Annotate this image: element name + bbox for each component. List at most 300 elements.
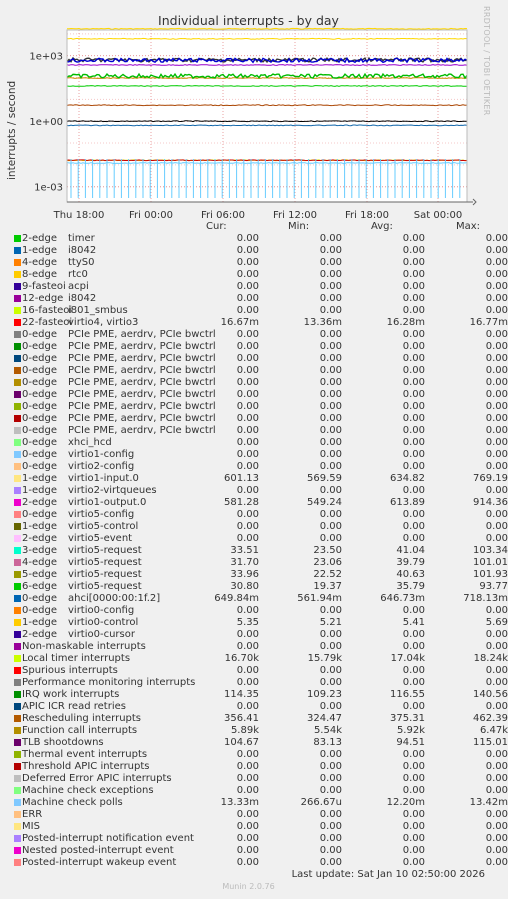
chart-title: Individual interrupts - by day bbox=[158, 13, 339, 28]
legend-avg-value: 0.00 bbox=[402, 449, 425, 460]
legend-min-value: 0.00 bbox=[319, 233, 342, 244]
legend-cur-value: 0.00 bbox=[236, 749, 259, 760]
legend-row bbox=[14, 389, 508, 401]
legend-row bbox=[14, 269, 508, 281]
legend-swatch bbox=[14, 631, 21, 638]
legend-swatch bbox=[14, 835, 21, 842]
legend-cur-value: 13.33m bbox=[220, 797, 259, 808]
legend-max-value: 0.00 bbox=[485, 677, 508, 688]
legend-description: ahci[0000:00:1f.2] bbox=[68, 593, 161, 604]
legend-description: PCIe PME, aerdrv, PCIe bwctrl bbox=[68, 329, 216, 340]
legend-max-value: 140.56 bbox=[473, 689, 508, 700]
legend-description: virtio1-config bbox=[68, 449, 135, 460]
legend-label: Non-maskable interrupts bbox=[22, 641, 146, 652]
legend-avg-value: 0.00 bbox=[402, 773, 425, 784]
header-min: Min: bbox=[288, 221, 310, 232]
legend-row bbox=[14, 317, 508, 329]
legend-max-value: 6.47k bbox=[479, 725, 508, 736]
legend-cur-value: 0.00 bbox=[236, 521, 259, 532]
legend-row bbox=[14, 353, 508, 365]
legend-max-value: 101.93 bbox=[473, 569, 508, 580]
legend-min-value: 0.00 bbox=[319, 365, 342, 376]
legend-max-value: 0.00 bbox=[485, 785, 508, 796]
legend-avg-value: 5.41 bbox=[402, 617, 425, 628]
legend-cur-value: 104.67 bbox=[224, 737, 259, 748]
legend-cur-value: 5.89k bbox=[230, 725, 259, 736]
legend-min-value: 23.50 bbox=[313, 545, 342, 556]
legend-row bbox=[14, 557, 508, 569]
legend-row bbox=[14, 701, 508, 713]
legend-swatch bbox=[14, 343, 21, 350]
legend-row bbox=[14, 773, 508, 785]
legend-max-value: 0.00 bbox=[485, 665, 508, 676]
legend-avg-value: 0.00 bbox=[402, 509, 425, 520]
legend-label: 0-edge bbox=[22, 425, 57, 436]
legend-swatch bbox=[14, 391, 21, 398]
legend-cur-value: 0.00 bbox=[236, 641, 259, 652]
legend-swatch bbox=[14, 643, 21, 650]
legend-row bbox=[14, 845, 508, 857]
legend-min-value: 0.00 bbox=[319, 305, 342, 316]
legend-avg-value: 0.00 bbox=[402, 341, 425, 352]
legend-swatch bbox=[14, 703, 21, 710]
legend-swatch bbox=[14, 691, 21, 698]
legend-min-value: 266.67u bbox=[300, 797, 342, 808]
legend-label: 1-edge bbox=[22, 485, 57, 496]
legend-label: ERR bbox=[22, 809, 43, 820]
legend-row bbox=[14, 785, 508, 797]
legend-avg-value: 40.63 bbox=[396, 569, 425, 580]
legend-avg-value: 613.89 bbox=[390, 497, 425, 508]
legend-cur-value: 0.00 bbox=[236, 773, 259, 784]
legend-cur-value: 0.00 bbox=[236, 245, 259, 256]
legend-min-value: 0.00 bbox=[319, 485, 342, 496]
legend-description: xhci_hcd bbox=[68, 437, 112, 448]
legend-avg-value: 0.00 bbox=[402, 413, 425, 424]
legend-description: i8042 bbox=[68, 245, 97, 256]
legend-min-value: 569.59 bbox=[307, 473, 342, 484]
legend-avg-value: 35.79 bbox=[396, 581, 425, 592]
legend-swatch bbox=[14, 667, 21, 674]
legend-label: IRQ work interrupts bbox=[22, 689, 120, 700]
legend-avg-value: 0.00 bbox=[402, 845, 425, 856]
legend-min-value: 0.00 bbox=[319, 449, 342, 460]
legend-description: PCIe PME, aerdrv, PCIe bwctrl bbox=[68, 401, 216, 412]
legend-label: 0-edge bbox=[22, 509, 57, 520]
legend-avg-value: 0.00 bbox=[402, 701, 425, 712]
legend-avg-value: 0.00 bbox=[402, 305, 425, 316]
legend-max-value: 0.00 bbox=[485, 329, 508, 340]
legend-label: 0-edge bbox=[22, 437, 57, 448]
legend-description: virtio5-request bbox=[68, 557, 142, 568]
header-max: Max: bbox=[456, 221, 481, 232]
x-tick-label: Fri 00:00 bbox=[129, 210, 173, 221]
legend-label: 2-edge bbox=[22, 497, 57, 508]
legend-avg-value: 0.00 bbox=[402, 485, 425, 496]
legend-swatch bbox=[14, 463, 21, 470]
legend-swatch bbox=[14, 571, 21, 578]
legend-cur-value: 0.00 bbox=[236, 341, 259, 352]
legend-min-value: 0.00 bbox=[319, 353, 342, 364]
legend-max-value: 0.00 bbox=[485, 857, 508, 868]
legend-avg-value: 41.04 bbox=[396, 545, 425, 556]
legend-label: 0-edge bbox=[22, 389, 57, 400]
legend-swatch bbox=[14, 235, 21, 242]
legend-label: 1-edge bbox=[22, 521, 57, 532]
legend-min-value: 0.00 bbox=[319, 665, 342, 676]
legend-avg-value: 0.00 bbox=[402, 749, 425, 760]
legend-min-value: 0.00 bbox=[319, 269, 342, 280]
legend-swatch bbox=[14, 739, 21, 746]
legend-swatch bbox=[14, 727, 21, 734]
legend-row bbox=[14, 509, 508, 521]
legend-row bbox=[14, 425, 508, 437]
legend-description: PCIe PME, aerdrv, PCIe bwctrl bbox=[68, 353, 216, 364]
legend-label: 0-edge bbox=[22, 605, 57, 616]
legend-label: 22-fasteoi bbox=[22, 317, 73, 328]
legend-avg-value: 0.00 bbox=[402, 401, 425, 412]
legend-label: 2-edge bbox=[22, 233, 57, 244]
legend-row bbox=[14, 533, 508, 545]
legend-description: timer bbox=[68, 233, 95, 244]
legend-max-value: 0.00 bbox=[485, 377, 508, 388]
legend-description: virtio5-request bbox=[68, 545, 142, 556]
legend-max-value: 0.00 bbox=[485, 341, 508, 352]
legend-min-value: 0.00 bbox=[319, 425, 342, 436]
legend-label: 0-edge bbox=[22, 461, 57, 472]
legend-swatch bbox=[14, 331, 21, 338]
legend-row bbox=[14, 497, 508, 509]
legend-max-value: 769.19 bbox=[473, 473, 508, 484]
legend-row bbox=[14, 257, 508, 269]
legend-cur-value: 0.00 bbox=[236, 833, 259, 844]
legend-avg-value: 0.00 bbox=[402, 533, 425, 544]
legend-label: TLB shootdowns bbox=[22, 737, 104, 748]
legend-max-value: 0.00 bbox=[485, 353, 508, 364]
legend-swatch bbox=[14, 655, 21, 662]
legend-min-value: 0.00 bbox=[319, 857, 342, 868]
legend-swatch bbox=[14, 499, 21, 506]
legend-cur-value: 0.00 bbox=[236, 233, 259, 244]
legend-avg-value: 94.51 bbox=[396, 737, 425, 748]
legend-row bbox=[14, 725, 508, 737]
legend-max-value: 914.36 bbox=[473, 497, 508, 508]
legend-row bbox=[14, 641, 508, 653]
legend-label: 1-edge bbox=[22, 617, 57, 628]
legend-cur-value: 0.00 bbox=[236, 785, 259, 796]
legend-max-value: 0.00 bbox=[485, 833, 508, 844]
legend-swatch bbox=[14, 811, 21, 818]
legend-min-value: 0.00 bbox=[319, 281, 342, 292]
legend-row bbox=[14, 809, 508, 821]
y-axis-label: interrupts / second bbox=[6, 80, 18, 180]
legend-label: Local timer interrupts bbox=[22, 653, 131, 664]
legend-label: 0-edge bbox=[22, 377, 57, 388]
legend-max-value: 0.00 bbox=[485, 413, 508, 424]
legend-avg-value: 0.00 bbox=[402, 605, 425, 616]
legend-cur-value: 0.00 bbox=[236, 365, 259, 376]
legend-swatch bbox=[14, 775, 21, 782]
legend-cur-value: 114.35 bbox=[224, 689, 259, 700]
series-line bbox=[67, 38, 467, 39]
legend-min-value: 0.00 bbox=[319, 833, 342, 844]
legend-min-value: 0.00 bbox=[319, 641, 342, 652]
legend-row bbox=[14, 629, 508, 641]
legend-swatch bbox=[14, 823, 21, 830]
legend-avg-value: 0.00 bbox=[402, 269, 425, 280]
legend-label: 0-edge bbox=[22, 353, 57, 364]
legend-max-value: 0.00 bbox=[485, 233, 508, 244]
legend-swatch bbox=[14, 523, 21, 530]
legend-cur-value: 0.00 bbox=[236, 449, 259, 460]
legend-avg-value: 0.00 bbox=[402, 629, 425, 640]
legend-label: 0-edge bbox=[22, 413, 57, 424]
legend-avg-value: 0.00 bbox=[402, 761, 425, 772]
legend-cur-value: 0.00 bbox=[236, 857, 259, 868]
legend-description: virtio5-request bbox=[68, 569, 142, 580]
legend-min-value: 0.00 bbox=[319, 245, 342, 256]
legend-max-value: 0.00 bbox=[485, 401, 508, 412]
legend-label: 2-edge bbox=[22, 629, 57, 640]
legend-swatch bbox=[14, 451, 21, 458]
x-tick-label: Fri 18:00 bbox=[345, 210, 389, 221]
legend-row bbox=[14, 737, 508, 749]
legend-description: PCIe PME, aerdrv, PCIe bwctrl bbox=[68, 341, 216, 352]
legend-max-value: 0.00 bbox=[485, 245, 508, 256]
legend-max-value: 0.00 bbox=[485, 485, 508, 496]
legend-min-value: 0.00 bbox=[319, 809, 342, 820]
legend-swatch bbox=[14, 475, 21, 482]
legend-max-value: 115.01 bbox=[473, 737, 508, 748]
legend-cur-value: 0.00 bbox=[236, 257, 259, 268]
legend-cur-value: 0.00 bbox=[236, 677, 259, 688]
legend-swatch bbox=[14, 595, 21, 602]
legend-avg-value: 17.04k bbox=[390, 653, 425, 664]
legend-description: rtc0 bbox=[68, 269, 88, 280]
legend-row bbox=[14, 281, 508, 293]
legend-swatch bbox=[14, 535, 21, 542]
legend-avg-value: 0.00 bbox=[402, 785, 425, 796]
legend-cur-value: 0.00 bbox=[236, 353, 259, 364]
legend-swatch bbox=[14, 799, 21, 806]
legend-max-value: 0.00 bbox=[485, 257, 508, 268]
legend-label: 9-fasteoi bbox=[22, 281, 66, 292]
legend-description: virtio5-config bbox=[68, 509, 135, 520]
legend-cur-value: 0.00 bbox=[236, 437, 259, 448]
legend-min-value: 0.00 bbox=[319, 677, 342, 688]
legend-max-value: 0.00 bbox=[485, 461, 508, 472]
legend-cur-value: 0.00 bbox=[236, 509, 259, 520]
legend-row bbox=[14, 233, 508, 245]
legend-label: 0-edge bbox=[22, 449, 57, 460]
legend-min-value: 0.00 bbox=[319, 821, 342, 832]
legend-label: Threshold APIC interrupts bbox=[22, 761, 150, 772]
legend-cur-value: 0.00 bbox=[236, 281, 259, 292]
legend-description: virtio5-request bbox=[68, 581, 142, 592]
legend-label: 5-edge bbox=[22, 569, 57, 580]
legend-cur-value: 0.00 bbox=[236, 305, 259, 316]
legend-row bbox=[14, 485, 508, 497]
legend-row bbox=[14, 797, 508, 809]
legend-max-value: 0.00 bbox=[485, 845, 508, 856]
legend-swatch bbox=[14, 415, 21, 422]
legend-avg-value: 0.00 bbox=[402, 677, 425, 688]
legend-label: 0-edge bbox=[22, 329, 57, 340]
legend-cur-value: 0.00 bbox=[236, 665, 259, 676]
legend-label: Machine check exceptions bbox=[22, 785, 154, 796]
legend-max-value: 0.00 bbox=[485, 821, 508, 832]
legend-row bbox=[14, 521, 508, 533]
legend-avg-value: 0.00 bbox=[402, 257, 425, 268]
legend-swatch bbox=[14, 583, 21, 590]
y-tick-label: 1e-03 bbox=[34, 182, 63, 194]
legend-min-value: 324.47 bbox=[307, 713, 342, 724]
legend-cur-value: 0.00 bbox=[236, 413, 259, 424]
legend-label: MIS bbox=[22, 821, 40, 832]
legend-description: virtio0-control bbox=[68, 617, 139, 628]
legend-avg-value: 0.00 bbox=[402, 665, 425, 676]
legend-label: Rescheduling interrupts bbox=[22, 713, 142, 724]
legend-avg-value: 0.00 bbox=[402, 857, 425, 868]
legend-row bbox=[14, 461, 508, 473]
legend-avg-value: 646.73m bbox=[380, 593, 425, 604]
legend-max-value: 103.34 bbox=[473, 545, 508, 556]
legend-max-value: 0.00 bbox=[485, 509, 508, 520]
legend-max-value: 13.42m bbox=[469, 797, 508, 808]
legend-min-value: 0.00 bbox=[319, 461, 342, 472]
legend-row bbox=[14, 581, 508, 593]
legend-row bbox=[14, 665, 508, 677]
legend-max-value: 101.01 bbox=[473, 557, 508, 568]
legend-max-value: 0.00 bbox=[485, 437, 508, 448]
legend-label: 4-edge bbox=[22, 257, 57, 268]
legend-row bbox=[14, 689, 508, 701]
legend-cur-value: 16.67m bbox=[220, 317, 259, 328]
legend-avg-value: 0.00 bbox=[402, 329, 425, 340]
legend-label: Performance monitoring interrupts bbox=[22, 677, 196, 688]
legend-swatch bbox=[14, 487, 21, 494]
series-line bbox=[67, 163, 467, 164]
legend-swatch bbox=[14, 247, 21, 254]
legend-row bbox=[14, 401, 508, 413]
legend-max-value: 0.00 bbox=[485, 281, 508, 292]
legend-description: virtio5-control bbox=[68, 521, 139, 532]
legend-swatch bbox=[14, 259, 21, 266]
legend-row bbox=[14, 713, 508, 725]
legend-max-value: 0.00 bbox=[485, 425, 508, 436]
legend-description: PCIe PME, aerdrv, PCIe bwctrl bbox=[68, 389, 216, 400]
legend-avg-value: 16.28m bbox=[386, 317, 425, 328]
legend-description: virtio0-cursor bbox=[68, 629, 135, 640]
legend-avg-value: 0.00 bbox=[402, 809, 425, 820]
legend-description: PCIe PME, aerdrv, PCIe bwctrl bbox=[68, 365, 216, 376]
legend-label: 4-edge bbox=[22, 557, 57, 568]
legend-label: 3-edge bbox=[22, 545, 57, 556]
legend-swatch bbox=[14, 295, 21, 302]
legend-swatch bbox=[14, 355, 21, 362]
legend-row bbox=[14, 761, 508, 773]
legend-label: 12-edge bbox=[22, 293, 64, 304]
legend-avg-value: 0.00 bbox=[402, 233, 425, 244]
legend-min-value: 0.00 bbox=[319, 341, 342, 352]
legend-min-value: 5.21 bbox=[319, 617, 342, 628]
legend-row bbox=[14, 833, 508, 845]
legend-min-value: 109.23 bbox=[307, 689, 342, 700]
legend-cur-value: 30.80 bbox=[230, 581, 259, 592]
legend-swatch bbox=[14, 763, 21, 770]
legend-max-value: 93.77 bbox=[479, 581, 508, 592]
legend-description: i801_smbus bbox=[68, 305, 128, 316]
legend-cur-value: 0.00 bbox=[236, 293, 259, 304]
legend-cur-value: 0.00 bbox=[236, 377, 259, 388]
legend-avg-value: 116.55 bbox=[390, 689, 425, 700]
legend-swatch bbox=[14, 307, 21, 314]
legend-avg-value: 0.00 bbox=[402, 521, 425, 532]
legend-max-value: 0.00 bbox=[485, 605, 508, 616]
legend-cur-value: 601.13 bbox=[224, 473, 259, 484]
legend-cur-value: 0.00 bbox=[236, 845, 259, 856]
legend-min-value: 0.00 bbox=[319, 509, 342, 520]
legend-label: 8-edge bbox=[22, 269, 57, 280]
legend-max-value: 0.00 bbox=[485, 809, 508, 820]
legend-swatch bbox=[14, 559, 21, 566]
legend-avg-value: 39.79 bbox=[396, 557, 425, 568]
legend-cur-value: 31.70 bbox=[230, 557, 259, 568]
legend-swatch bbox=[14, 511, 21, 518]
legend-row bbox=[14, 413, 508, 425]
legend-min-value: 0.00 bbox=[319, 329, 342, 340]
legend-max-value: 0.00 bbox=[485, 749, 508, 760]
legend-description: virtio0-config bbox=[68, 605, 135, 616]
legend-swatch bbox=[14, 403, 21, 410]
legend-swatch bbox=[14, 319, 21, 326]
legend-swatch bbox=[14, 715, 21, 722]
legend-description: ttyS0 bbox=[68, 257, 95, 268]
legend-avg-value: 0.00 bbox=[402, 437, 425, 448]
legend-label: APIC ICR read retries bbox=[22, 701, 126, 712]
legend-min-value: 0.00 bbox=[319, 761, 342, 772]
legend-min-value: 0.00 bbox=[319, 629, 342, 640]
header-cur: Cur: bbox=[206, 221, 227, 232]
legend-avg-value: 0.00 bbox=[402, 365, 425, 376]
legend-avg-value: 0.00 bbox=[402, 641, 425, 652]
legend-max-value: 0.00 bbox=[485, 773, 508, 784]
legend-label: 1-edge bbox=[22, 245, 57, 256]
legend-min-value: 0.00 bbox=[319, 785, 342, 796]
legend-row bbox=[14, 677, 508, 689]
legend-cur-value: 0.00 bbox=[236, 605, 259, 616]
legend-cur-value: 356.41 bbox=[224, 713, 259, 724]
legend-avg-value: 0.00 bbox=[402, 389, 425, 400]
legend-swatch bbox=[14, 751, 21, 758]
legend-max-value: 0.00 bbox=[485, 365, 508, 376]
legend-cur-value: 0.00 bbox=[236, 761, 259, 772]
legend-swatch bbox=[14, 607, 21, 614]
legend-min-value: 0.00 bbox=[319, 749, 342, 760]
legend-cur-value: 0.00 bbox=[236, 269, 259, 280]
legend-avg-value: 375.31 bbox=[390, 713, 425, 724]
legend-label: 0-edge bbox=[22, 365, 57, 376]
legend-swatch bbox=[14, 619, 21, 626]
legend-label: 0-edge bbox=[22, 401, 57, 412]
legend-description: PCIe PME, aerdrv, PCIe bwctrl bbox=[68, 413, 216, 424]
legend-min-value: 0.00 bbox=[319, 773, 342, 784]
legend-max-value: 0.00 bbox=[485, 641, 508, 652]
legend-row bbox=[14, 329, 508, 341]
legend-swatch bbox=[14, 547, 21, 554]
legend-avg-value: 5.92k bbox=[396, 725, 425, 736]
legend-row bbox=[14, 245, 508, 257]
